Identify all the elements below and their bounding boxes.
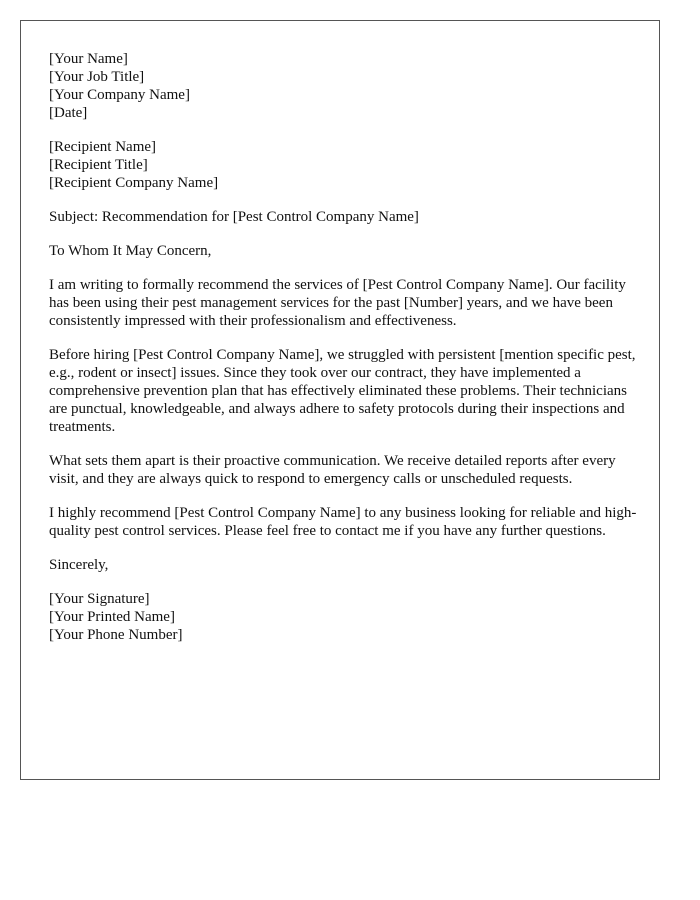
letter-date: [Date]: [49, 105, 88, 121]
letter-content: [49, 50, 639, 660]
body-paragraph: Before hiring [Pest Control Company Name], we struggled with persistent [mention specific pest, e.g., rodent or insect] issues. Since they took over our contract, they have implemented a comprehensive prevention plan that has effectively eliminated these problems. Their technicians are punctual, knowledgeable, and always adhere to safety protocols during their inspections and treatments.: [49, 347, 636, 435]
sender-name: [Your Name]: [49, 51, 128, 67]
signature-block: [49, 590, 639, 644]
sender-job-title: [Your Job Title]: [49, 69, 145, 85]
recipient-name: [Recipient Name]: [49, 139, 157, 155]
signature: [Your Signature]: [49, 591, 150, 607]
sender-company: [Your Company Name]: [49, 87, 190, 103]
salutation: To Whom It May Concern,: [49, 243, 212, 259]
body-paragraph: What sets them apart is their proactive communication. We receive detailed reports after every visit, and they are always quick to respond to emergency calls or unscheduled requests.: [49, 453, 616, 487]
body-paragraph: I am writing to formally recommend the services of [Pest Control Company Name]. Our facility has been using their pest management services for the past [Number] years, and we have been consistently impressed with their professionalism and effectiveness.: [49, 277, 626, 329]
recipient-title: [Recipient Title]: [49, 157, 148, 173]
subject-line: Subject: Recommendation for [Pest Control Company Name]: [49, 209, 419, 225]
sender-block: [49, 50, 639, 122]
recipient-company: [Recipient Company Name]: [49, 175, 219, 191]
phone-number: [Your Phone Number]: [49, 627, 183, 643]
recipient-block: [49, 138, 639, 192]
printed-name: [Your Printed Name]: [49, 609, 175, 625]
body-paragraph: I highly recommend [Pest Control Company Name] to any business looking for reliable and high-quality pest control services. Please feel free to contact me if you have any further questions.: [49, 505, 637, 539]
letter-page: [20, 20, 660, 780]
closing: Sincerely,: [49, 557, 109, 573]
